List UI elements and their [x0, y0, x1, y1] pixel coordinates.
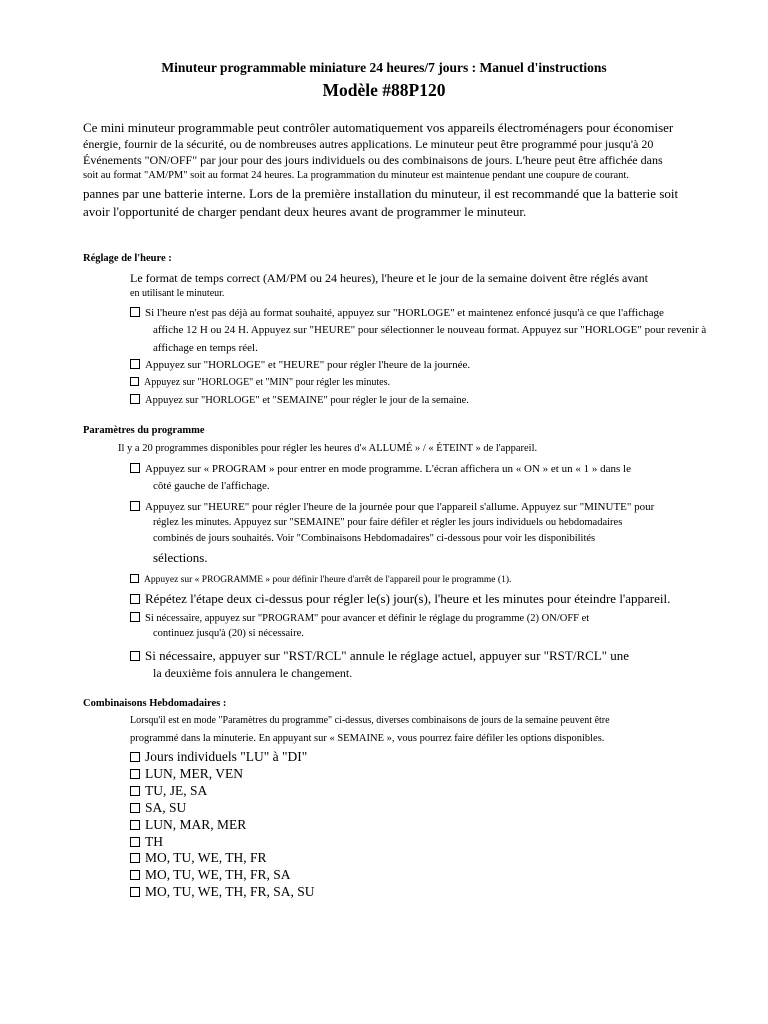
list-item-continuation: continuez jusqu'à (20) si nécessaire.: [153, 628, 304, 639]
section-heading-time-setting: Réglage de l'heure :: [83, 253, 172, 264]
list-item-day-option: LUN, MER, VEN: [130, 766, 243, 782]
section-description: Il y a 20 programmes disponibles pour régler les heures d'« ALLUMÉ » / « ÉTEINT » de l'appareil.: [118, 443, 538, 454]
model-number: Modèle #88P120: [322, 80, 446, 100]
list-item-day-option: MO, TU, WE, TH, FR: [130, 850, 267, 866]
checkbox-icon: [130, 501, 140, 511]
list-item-continuation: la deuxième fois annulera le changement.: [153, 666, 353, 680]
checkbox-icon: [130, 803, 140, 813]
list-item-continuation: affichage en temps réel.: [153, 342, 258, 354]
list-item: Si nécessaire, appuyez sur "PROGRAM" pour avancer et définir le réglage du programme (2) ON/OFF et: [130, 612, 589, 624]
list-item: Appuyez sur "HEURE" pour régler l'heure de la journée pour que l'appareil s'allume. Appuyez sur "MINUTE" pour: [130, 501, 654, 513]
checkbox-icon: [130, 612, 140, 622]
checkbox-icon: [130, 307, 140, 317]
checkbox-icon: [130, 887, 140, 897]
section-description: programmé dans la minuterie. En appuyant sur « SEMAINE », vous pourrez faire défiler les options disponibles.: [130, 733, 605, 744]
checkbox-icon: [130, 820, 140, 830]
checkbox-icon: [130, 377, 139, 386]
section-heading-program: Paramètres du programme: [83, 425, 205, 436]
list-item: Appuyez sur « PROGRAMME » pour définir l'heure d'arrêt de l'appareil pour le programme (1).: [130, 574, 511, 585]
list-item-continuation: sélections.: [153, 550, 208, 565]
list-item-day-option: TU, JE, SA: [130, 783, 207, 799]
list-item-day-option: MO, TU, WE, TH, FR, SA, SU: [130, 884, 315, 900]
section-heading-weekly-combinations: Combinaisons Hebdomadaires :: [83, 698, 227, 709]
checkbox-icon: [130, 594, 140, 604]
checkbox-icon: [130, 394, 140, 404]
list-item-continuation: affiche 12 H ou 24 H. Appuyez sur "HEURE" pour sélectionner le nouveau format. Appuyez sur "HORLOGE" pour revenir à: [153, 324, 707, 336]
list-item: Appuyez sur « PROGRAM » pour entrer en mode programme. L'écran affichera un « ON » et un « 1 » dans le: [130, 463, 631, 475]
list-item-day-option: Jours individuels "LU" à "DI": [130, 749, 307, 765]
checkbox-icon: [130, 574, 139, 583]
section-description: Le format de temps correct (AM/PM ou 24 heures), l'heure et le jour de la semaine doivent être réglés avant: [130, 271, 648, 285]
checkbox-icon: [130, 359, 140, 369]
checkbox-icon: [130, 651, 140, 661]
list-item-day-option: SA, SU: [130, 800, 186, 816]
intro-line: soit au format "AM/PM" soit au format 24 heures. La programmation du minuteur est maintenue pendant une coupure de courant.: [83, 170, 629, 181]
intro-line: énergie, fournir de la sécurité, ou de nombreuses autres applications. Le minuteur peut être programmé pour jusqu'à 20: [83, 137, 654, 151]
list-item: Appuyez sur "HORLOGE" et "MIN" pour régler les minutes.: [130, 377, 390, 388]
list-item: Si l'heure n'est pas déjà au format souhaité, appuyez sur "HORLOGE" et maintenez enfoncé jusqu'à ce que l'affichage: [130, 307, 664, 319]
checkbox-icon: [130, 853, 140, 863]
checkbox-icon: [130, 463, 140, 473]
document-title: Minuteur programmable miniature 24 heures/7 jours : Manuel d'instructions: [161, 60, 607, 75]
checkbox-icon: [130, 786, 140, 796]
list-item: Répétez l'étape deux ci-dessus pour régler le(s) jour(s), l'heure et les minutes pour éteindre l'appareil.: [130, 591, 670, 607]
list-item-day-option: LUN, MAR, MER: [130, 817, 246, 833]
list-item: Appuyez sur "HORLOGE" et "SEMAINE" pour régler le jour de la semaine.: [130, 394, 469, 406]
section-description: Lorsqu'il est en mode "Paramètres du programme" ci-dessus, diverses combinaisons de jours de la semaine peuvent être: [130, 715, 610, 726]
checkbox-icon: [130, 752, 140, 762]
list-item-continuation: côté gauche de l'affichage.: [153, 480, 270, 492]
list-item-continuation: réglez les minutes. Appuyez sur "SEMAINE" pour faire défiler et régler les jours individuels ou hebdomadaires: [153, 517, 623, 528]
list-item-day-option: TH: [130, 834, 163, 850]
intro-line: Ce mini minuteur programmable peut contrôler automatiquement vos appareils électroménagers pour économiser: [83, 120, 674, 135]
intro-line: avoir l'opportunité de charger pendant deux heures avant de programmer le minuteur.: [83, 204, 527, 219]
checkbox-icon: [130, 870, 140, 880]
list-item-day-option: MO, TU, WE, TH, FR, SA: [130, 867, 291, 883]
list-item: Appuyez sur "HORLOGE" et "HEURE" pour régler l'heure de la journée.: [130, 359, 470, 371]
section-description: en utilisant le minuteur.: [130, 288, 225, 299]
checkbox-icon: [130, 769, 140, 779]
intro-line: Événements "ON/OFF" par jour pour des jours individuels ou des combinaisons de jours. L'heure peut être affichée dans: [83, 153, 663, 167]
list-item: Si nécessaire, appuyer sur "RST/RCL" annule le réglage actuel, appuyer sur "RST/RCL" une: [130, 648, 629, 664]
intro-line: pannes par une batterie interne. Lors de la première installation du minuteur, il est recommandé que la batterie soit: [83, 186, 679, 201]
list-item-continuation: combinés de jours souhaités. Voir "Combinaisons Hebdomadaires" ci-dessous pour voir les disponibilités: [153, 533, 596, 544]
checkbox-icon: [130, 837, 140, 847]
